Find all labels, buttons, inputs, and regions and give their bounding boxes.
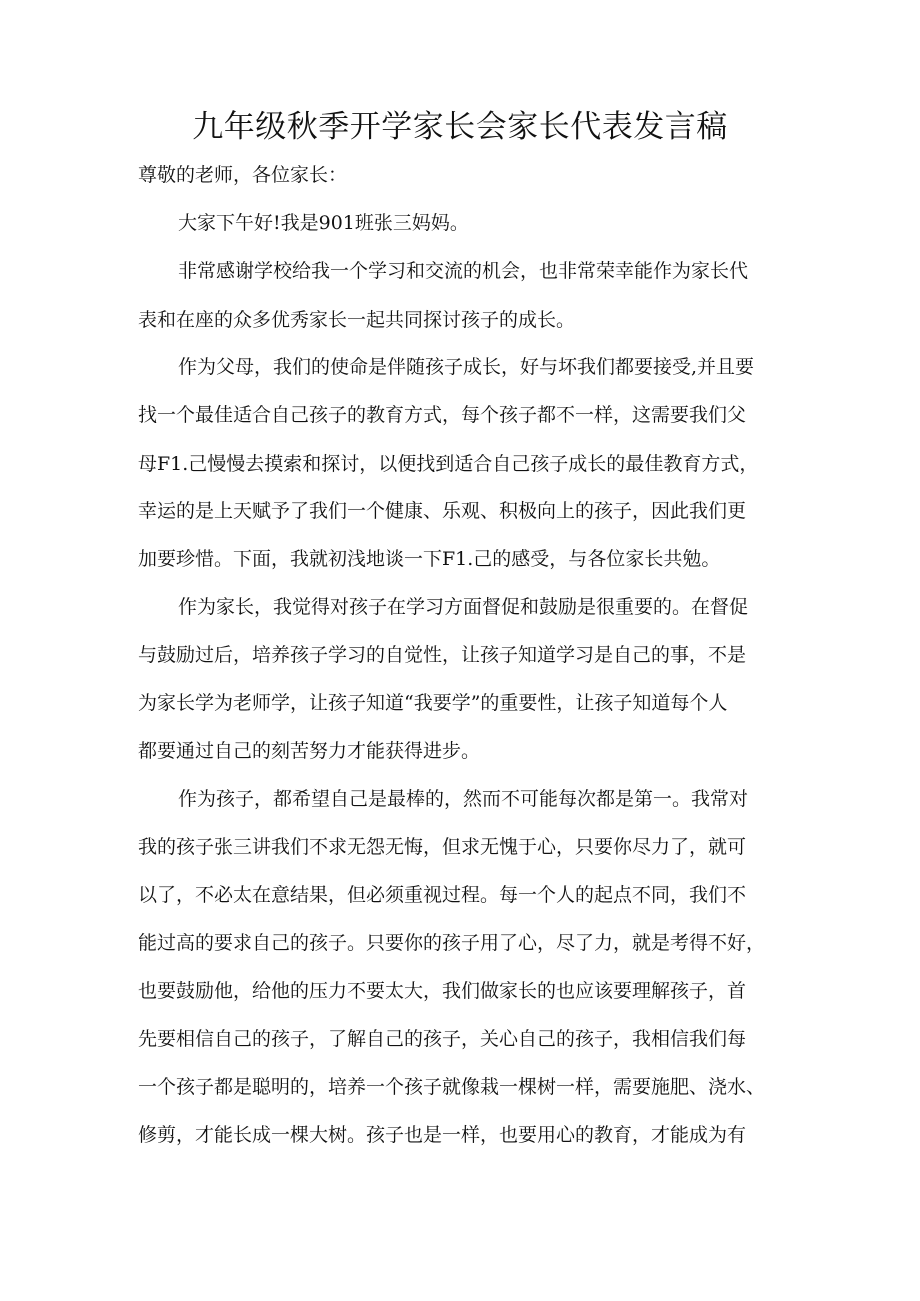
body-line: 作为家长，我觉得对孩子在学习方面督促和鼓励是很重要的。在督促 (178, 596, 749, 618)
body-line: 作为父母，我们的使命是伴随孩子成长，好与坏我们都要接受,并且要 (178, 356, 755, 378)
salutation: 尊敬的老师，各位家长： (138, 164, 348, 186)
body-line: 作为孩子，都希望自己是最棒的，然而不可能每次都是第一。我常对 (178, 788, 749, 810)
body-line: 能过高的要求自己的孩子。只要你的孩子用了心，尽了力，就是考得不好， (138, 932, 766, 954)
body-line: 为家长学为老师学，让孩子知道“我要学”的重要性，让孩子知道每个人 (138, 692, 728, 714)
body-line: 加要珍惜。下面，我就初浅地谈一下F1.己的感受，与各位家长共勉。 (138, 548, 721, 570)
body-line: 也要鼓励他，给他的压力不要太大，我们做家长的也应该要理解孩子，首 (138, 980, 747, 1002)
body-line: 都要通过自己的刻苦努力才能获得进步。 (138, 740, 481, 762)
body-line: 大家下午好!我是901班张三妈妈。 (178, 212, 469, 234)
body-line: 我的孩子张三讲我们不求无怨无悔，但求无愧于心，只要你尽力了，就可 (138, 836, 747, 858)
body-line: 幸运的是上天赋予了我们一个健康、乐观、积极向上的孩子，因此我们更 (138, 500, 747, 522)
body-line: 找一个最佳适合自己孩子的教育方式，每个孩子都不一样，这需要我们父 (138, 404, 747, 426)
body-line: 以了，不必太在意结果，但必须重视过程。每一个人的起点不同，我们不 (138, 884, 747, 906)
body-line: 非常感谢学校给我一个学习和交流的机会，也非常荣幸能作为家长代 (178, 260, 749, 282)
document-title: 九年级秋季开学家长会家长代表发言稿 (192, 109, 728, 145)
body-line: 先要相信自己的孩子，了解自己的孩子，关心自己的孩子，我相信我们每 (138, 1028, 747, 1050)
body-line: 与鼓励过后，培养孩子学习的自觉性，让孩子知道学习是自己的事，不是 (138, 644, 747, 666)
body-line: 修剪，才能长成一棵大树。孩子也是一样，也要用心的教育，才能成为有 (138, 1124, 747, 1146)
body-line: 表和在座的众多优秀家长一起共同探讨孩子的成长。 (138, 309, 576, 331)
body-line: 一个孩子都是聪明的，培养一个孩子就像栽一棵树一样，需要施肥、浇水、 (138, 1076, 766, 1098)
body-line: 母F1.己慢慢去摸索和探讨，以便找到适合自己孩子成长的最佳教育方式， (138, 453, 759, 475)
